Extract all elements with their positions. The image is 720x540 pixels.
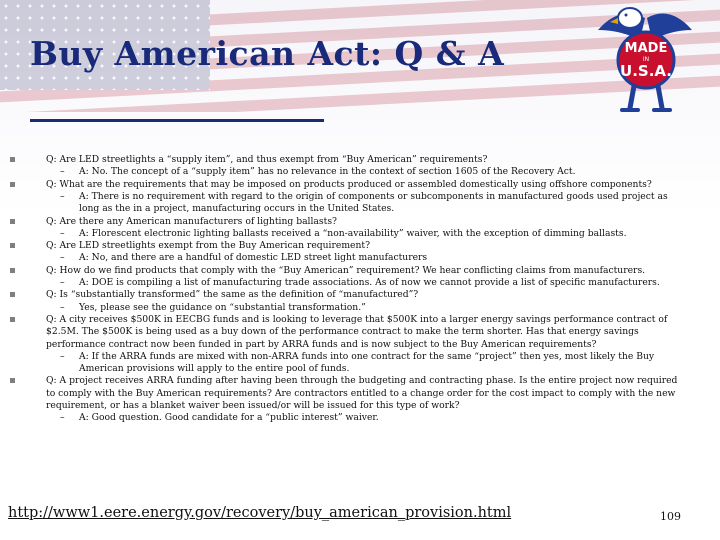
bullet-marker [10,317,15,322]
answer-dash: – [60,350,65,362]
question-line: Q: Are there any American manufacturers of lighting ballasts? [46,215,337,227]
logo-made-text: MADE [624,41,668,56]
bullet-marker [10,268,15,273]
answer-dash: – [60,252,65,264]
answer-line: Yes, please see the guidance on “substantial transformation.” [79,301,366,313]
answer-dash: – [60,166,65,178]
logo-in-text: IN [642,56,650,63]
answer-line: A: Good question. Good candidate for a “public interest” waiver. [79,412,379,424]
question-line: requirement, or has a blanket waiver been issued/or will be issued for this type of work? [46,400,460,411]
question-line: Q: Is “substantially transformed” the same as the definition of “manufactured”? [46,289,419,301]
answer-line: A: No, and there are a handful of domestic LED street light manufacturers [79,252,428,264]
answer-dash: – [60,412,65,424]
qa-list [0,150,720,490]
answer-line: A: DOE is compiling a list of manufacturing trade associations. As of now we cannot provide a list of specific manufacturers. [79,277,660,288]
answer-dash: – [60,190,65,202]
question-line: Q: Are LED streetlights a “supply item”, and thus exempt from “Buy American” requirements? [46,154,488,165]
answer-line: A: There is no requirement with regard to the origin of components or subcomponents in manufactured goods used project as [79,190,668,202]
question-line: Q: Are LED streetlights exempt from the Buy American requirement? [46,240,371,252]
bullet-marker [10,378,15,383]
answer-line: long as the in a project, manufacturing occurs in the United States. [79,203,395,215]
bullet-marker [10,243,15,248]
page-number: 109 [660,510,681,523]
bullet-marker [10,182,15,187]
question-line: Q: A city receives $500K in EECBG funds and is looking to leverage that $500K into a larger energy savings performance contract of [46,313,668,325]
answer-line: American provisions will apply to the entire pool of funds. [79,363,350,375]
answer-dash: – [60,301,65,313]
bullet-marker [10,219,15,224]
logo-usa-text: U.S.A. [620,62,672,80]
bullet-marker [10,157,15,162]
answer-dash: – [60,227,65,239]
question-line: Q: How do we find products that comply with the “Buy American” requirement? We hear conflicting claims from manufacturers. [46,264,646,276]
question-line: performance contract now been funded in part by ARRA funds and is now subject to the Buy American requirements? [46,338,597,350]
title-underline [30,119,324,122]
answer-line: A: No. The concept of a “supply item” has no relevance in the context of section 1605 of the Recovery Act. [79,166,576,178]
question-line: to comply with the Buy American requirements? Are contractors entitled to a change order for the cost impact to comply with the new [46,387,676,399]
question-line: $2.5M. The $500K is being used as a buy down of the performance contract to make the term shorter. Has that energy savings [46,326,639,338]
slide-title: Buy American Act: Q & A [30,34,505,73]
question-line: Q: What are the requirements that may be imposed on products produced or assembled domestically using offshore components? [46,178,652,190]
made-in-usa-eagle-logo [590,0,700,120]
answer-line: A: Florescent electronic lighting ballasts received a “non-availability” waiver, with the exception of dimming ballasts. [79,227,627,239]
answer-dash: – [60,277,65,288]
recovery-provision-link[interactable]: http://www1.eere.energy.gov/recovery/buy_american_provision.html [8,505,512,521]
bullet-marker [10,292,15,297]
answer-line: A: If the ARRA funds are mixed with non-ARRA funds into one contract for the same “project” then yes, most likely the Buy [79,350,655,362]
question-line: Q: A project receives ARRA funding after having been through the budgeting and contracting phase. Is the entire project now required [46,375,678,387]
